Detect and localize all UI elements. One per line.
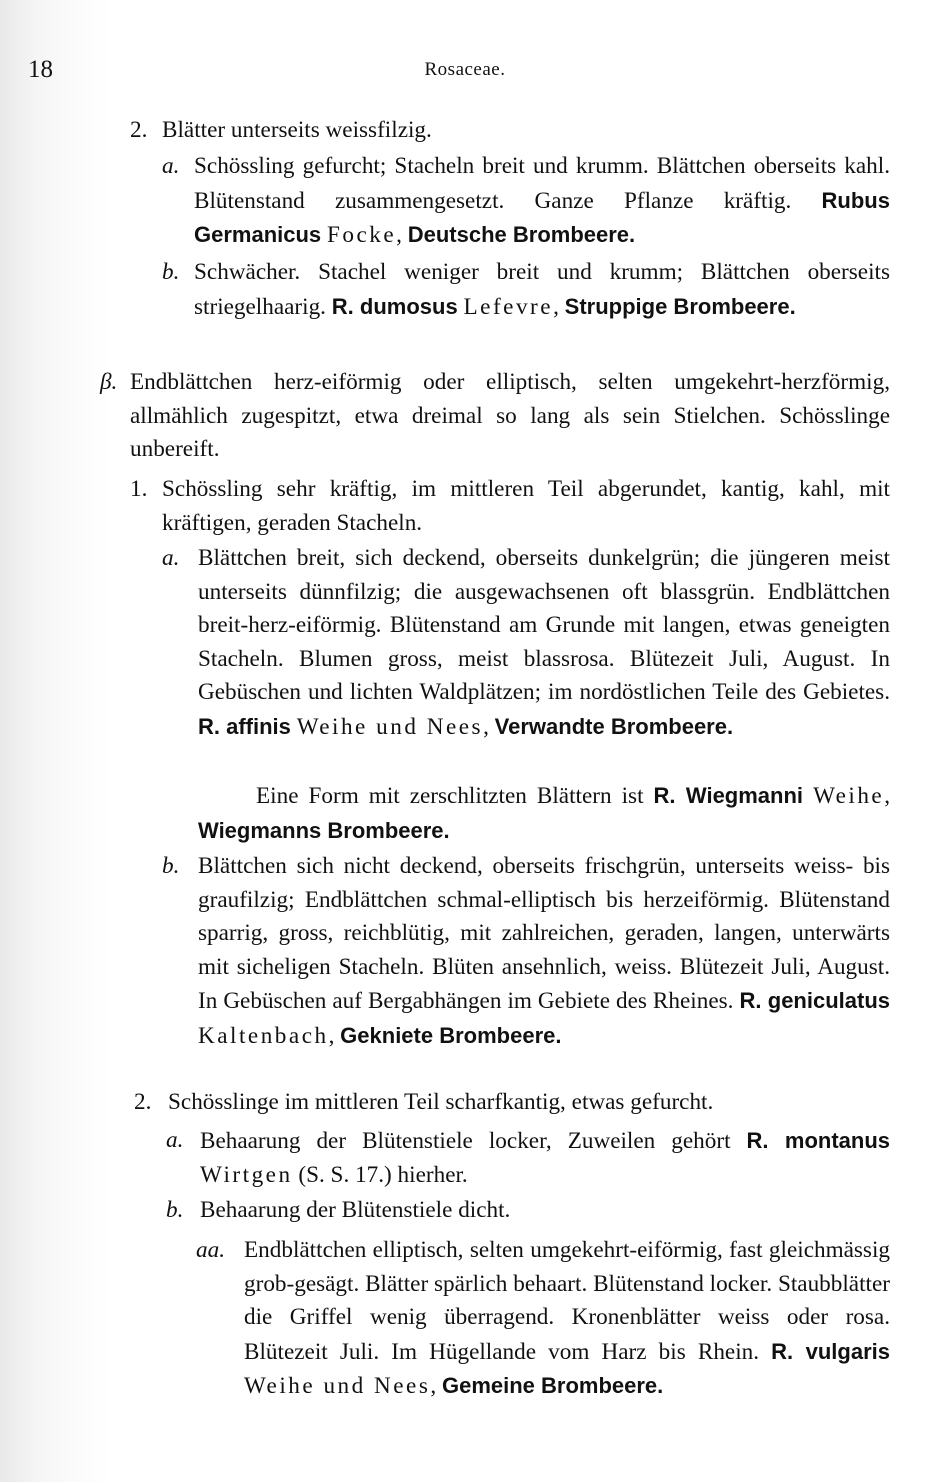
- key-entry: a. Behaarung der Blütenstiele locker, Zuweilen gehört R. montanus Wirtgen (S. S. 17.) hierher.: [200, 1124, 890, 1192]
- key-entry: a. Blättchen breit, sich deckend, oberseits dunkelgrün; die jüngeren meist unterseits dünnfilzig; die ausgewachsenen oft blassgrün. Endblättchen breit-herz-eiförmig. Blütenstand am Grunde mit langen, etwas geneigten Stacheln. Blumen gross, meist blassrosa. Blütezeit Juli, August. In Gebüschen und lichten Waldplätzen; im nordöstlichen Teile des Gebietes. R. affinis Weihe und Nees, Verwandte Brombeere.: [198, 542, 890, 745]
- entry-marker: a.: [162, 545, 180, 571]
- key-entry: [100, 366, 890, 467]
- entry-text: Blättchen sich nicht deckend, oberseits frischgrün, unterseits weiss- bis graufilzig; Endblättchen schmal-elliptisch bis herzeiförmig. Blütenstand sparrig, gross, reichblütig, mit zahlreichen, geraden, langen, unterwärts mit sicheligen Stacheln. Blüten ansehnlich, weiss. Blütezeit Juli, August. In Gebüschen auf Bergabhängen im Gebiete des Rheines.: [198, 853, 890, 1015]
- running-header: [0, 56, 930, 86]
- key-entry: aa. Endblättchen elliptisch, selten umgekehrt-eiförmig, fast gleichmässig grob-gesägt. Blätter spärlich behaart. Blütenstand locker. Staubblätter die Griffel wenig überragend. Kronenblätter weiss oder rosa. Blütezeit Juli. Im Hügellande vom Harz bis Rhein. R. vulgaris Weihe und Nees, Gemeine Brombeere.: [244, 1234, 890, 1404]
- species-author: Lefevre: [463, 293, 554, 320]
- entry-marker: a.: [162, 153, 180, 179]
- entry-text: Blätter unterseits weissfilzig.: [162, 117, 432, 143]
- species-author: Weihe: [813, 783, 885, 809]
- key-entry: [166, 1194, 890, 1228]
- key-entry: [134, 1086, 890, 1120]
- species-author: Kaltenbach: [198, 1022, 329, 1049]
- species-name: Rubus Germanicus: [194, 187, 890, 248]
- entry-text: Behaarung der Blütenstiele dicht.: [200, 1197, 511, 1223]
- entry-marker: 2.: [130, 117, 148, 143]
- common-name: Struppige Brombeere.: [564, 293, 796, 319]
- entry-text: Blättchen breit, sich deckend, oberseits dunkelgrün; die jüngeren meist unterseits dünnfilzig; die ausgewachsenen oft blassgrün. Endblättchen breit-herz-eiförmig. Blütenstand am Grunde mit langen, etwas geneigten Stacheln. Blumen gross, meist blassrosa. Blütezeit Juli, August. In Gebüschen und lichten Waldplätzen; im nordöstlichen Teile des Gebietes.: [198, 545, 890, 706]
- species-name: R. affinis: [198, 713, 291, 739]
- entry-text: Endblättchen elliptisch, selten umgekehrt-eiförmig, fast gleichmässig grob-gesägt. Blätter spärlich behaart. Blütenstand locker. Staubblätter die Griffel wenig überragend. Kronenblätter weiss oder rosa. Blütezeit Juli. Im Hügellande vom Harz bis Rhein.: [244, 1237, 890, 1365]
- key-note: Eine Form mit zerschlitzten Blättern ist R. Wiegmanni Weihe, Wiegmanns Brombeere.: [198, 783, 891, 843]
- entry-text: Behaarung der Blütenstiele locker, Zuweilen gehört: [200, 1128, 747, 1154]
- common-name: Deutsche Brombeere.: [407, 222, 636, 248]
- key-entry: [130, 114, 882, 148]
- key-entry: b. Schwächer. Stachel weniger breit und krumm; Blättchen oberseits striegelhaarig. R. dumosus Lefevre, Struppige Brombeere.: [194, 256, 890, 324]
- species-author: Wirtgen: [200, 1161, 293, 1188]
- entry-text: Eine Form mit zerschlitzten Blättern ist: [256, 783, 654, 809]
- entry-marker: 2.: [134, 1089, 152, 1115]
- entry-text: Schössling gefurcht; Stacheln breit und krumm. Blättchen oberseits kahl. Blütenstand zusammengesetzt. Ganze Pflanze kräftig.: [194, 153, 890, 214]
- species-name: R. vulgaris: [771, 1338, 890, 1364]
- running-title: Rosaceae.: [424, 59, 506, 80]
- species-name: R. Wiegmanni: [653, 783, 804, 808]
- entry-text: Endblättchen herz-eiförmig oder elliptisch, selten umgekehrt-herzförmig, allmählich zugespitzt, etwa dreimal so lang als sein Stielchen. Schösslinge unbereift.: [130, 369, 890, 463]
- entry-text: Schwächer. Stachel weniger breit und krumm; Blättchen oberseits striegelhaarig.: [194, 259, 890, 320]
- common-name: Wiegmanns Brombeere.: [198, 817, 450, 843]
- species-author: Weihe und Nees: [296, 713, 484, 740]
- entry-marker: β.: [100, 369, 118, 395]
- entry-marker: aa.: [196, 1237, 225, 1263]
- key-entry: b. Blättchen sich nicht deckend, oberseits frischgrün, unterseits weiss- bis graufilzig; Endblättchen schmal-elliptisch bis herzeiförmig. Blütenstand sparrig, gross, reichblütig, mit zahlreichen, geraden, langen, unterwärts mit sicheligen Stacheln. Blüten ansehnlich, weiss. Blütezeit Juli, August. In Gebüschen auf Bergabhängen im Gebiete des Rheines. R. geniculatus Kaltenbach, Gekniete Brombeere.: [198, 850, 890, 1054]
- entry-marker: b.: [162, 259, 180, 285]
- species-author: Focke: [326, 222, 397, 249]
- entry-text: Schösslinge im mittleren Teil scharfkantig, etwas gefurcht.: [168, 1089, 714, 1115]
- page-number: 18: [28, 56, 53, 83]
- common-name: Gekniete Brombeere.: [340, 1022, 562, 1048]
- entry-text: Schössling sehr kräftig, im mittleren Teil abgerundet, kantig, kahl, mit kräftigen, geraden Stacheln.: [162, 476, 890, 536]
- entry-marker: b.: [162, 853, 180, 879]
- entry-marker: b.: [166, 1197, 184, 1223]
- key-entry: a. Schössling gefurcht; Stacheln breit und krumm. Blättchen oberseits kahl. Blütenstand zusammengesetzt. Ganze Pflanze kräftig. Rubus Germanicus Focke, Deutsche Brombeere.: [194, 150, 890, 253]
- species-author: Weihe und Nees: [244, 1373, 431, 1400]
- key-entry: [130, 473, 890, 540]
- common-name: Verwandte Brombeere.: [494, 713, 734, 739]
- species-name: R. dumosus: [331, 293, 458, 319]
- entry-marker: 1.: [130, 476, 148, 502]
- species-name: R. montanus: [746, 1128, 890, 1153]
- common-name: Gemeine Brombeere.: [441, 1373, 664, 1399]
- entry-marker: a.: [166, 1127, 184, 1153]
- species-name: R. geniculatus: [739, 988, 890, 1014]
